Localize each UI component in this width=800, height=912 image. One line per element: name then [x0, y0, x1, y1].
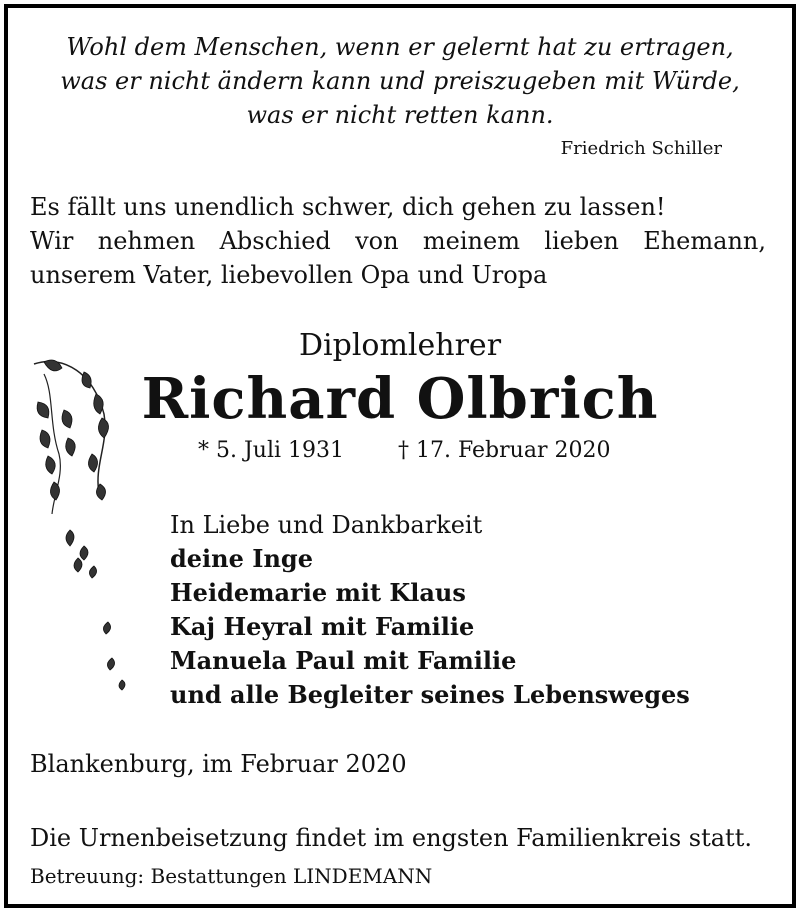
- mourner-name: Manuela Paul mit Familie: [170, 646, 517, 675]
- funeral-home: Betreuung: Bestattungen LINDEMANN: [30, 864, 433, 888]
- intro-line: unserem Vater, liebevollen Opa und Uropa: [30, 261, 548, 289]
- intro-line: Wir nehmen Abschied von meinem lieben Ehemann,: [30, 227, 766, 255]
- mourners-lead: In Liebe und Dankbarkeit: [170, 511, 483, 539]
- mourner-name: Heidemarie mit Klaus: [170, 578, 466, 607]
- quote-author: Friedrich Schiller: [560, 138, 722, 159]
- quote-line: Wohl dem Menschen, wenn er gelernt hat zu ertragen,: [66, 33, 734, 61]
- obituary-frame: [4, 4, 796, 908]
- mourner-name: deine Inge: [170, 544, 313, 573]
- intro-text: [30, 190, 766, 292]
- quote-line: was er nicht retten kann.: [246, 101, 554, 129]
- death-date: † 17. Februar 2020: [398, 438, 611, 463]
- mourners: [170, 508, 690, 712]
- mourner-name: Kaj Heyral mit Familie: [170, 612, 475, 641]
- mourner-name: und alle Begleiter seines Lebensweges: [170, 680, 690, 709]
- place-date: Blankenburg, im Februar 2020: [30, 750, 407, 778]
- deceased-name: Richard Olbrich: [141, 366, 659, 432]
- deceased-title: Diplomlehrer: [298, 328, 502, 363]
- burial-notice: Die Urnenbeisetzung findet im engsten Familienkreis statt.: [30, 824, 752, 852]
- quote-line: was er nicht ändern kann und preiszugeben mit Würde,: [60, 67, 740, 95]
- birth-date: * 5. Juli 1931: [198, 438, 345, 463]
- intro-line: Es fällt uns unendlich schwer, dich gehen zu lassen!: [30, 193, 666, 221]
- quote: [8, 30, 792, 132]
